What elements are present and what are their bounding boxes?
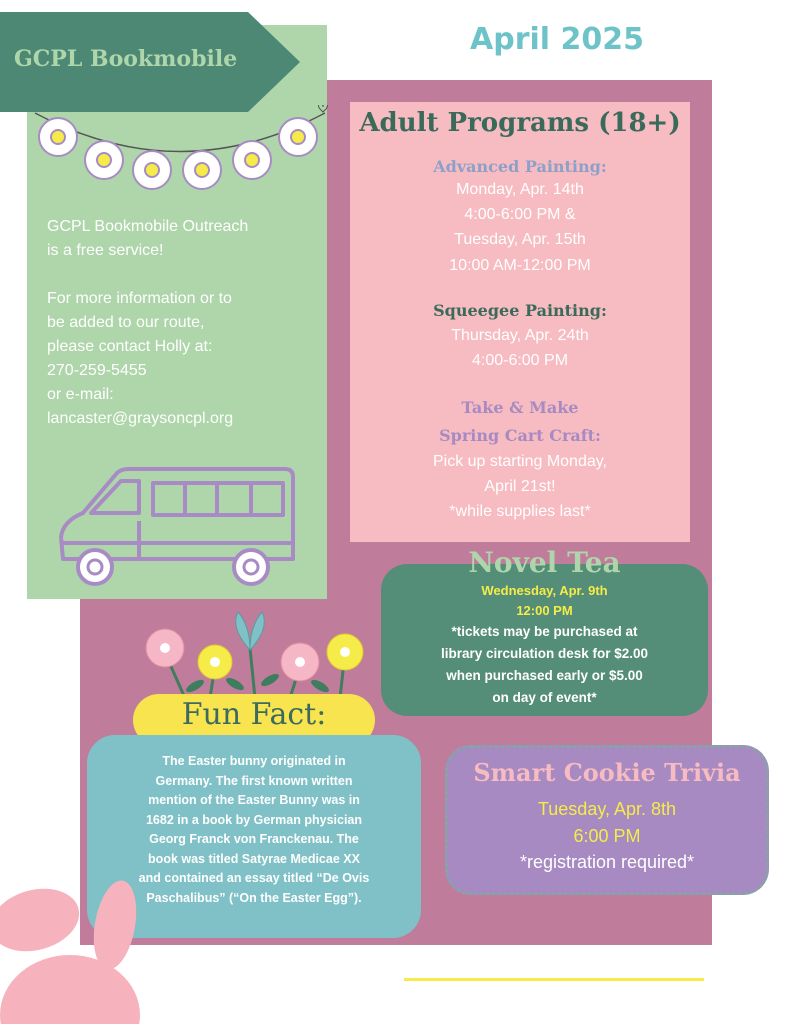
event-detail: library circulation desk for $2.00 [440,646,649,661]
program-detail: Pick up starting Monday, [432,453,607,470]
info-line [47,263,317,287]
fact-line: Georg Franck von Franckenau. The [149,832,359,846]
program-detail: 10:00 AM-12:00 PM [449,257,591,274]
info-line: please contact Holly at: [47,338,213,355]
program-title: Squeegee Painting: [433,301,607,320]
page-title: April 2025 [470,22,644,57]
fact-line: Paschalibus” (“On the Easter Egg”). [146,890,362,905]
fun-fact-title: Fun Fact: [181,697,327,732]
info-line: be added to our route, [47,314,205,331]
program-title: Take & Make [461,398,579,417]
adult-programs-title: Adult Programs (18+) [359,108,681,138]
bus-icon [55,463,300,591]
program-detail: *while supplies last* [449,503,591,520]
event-detail: when purchased early or $5.00 [446,668,643,683]
event-detail: *tickets may be purchased at [451,624,638,639]
bunny-icon [0,865,160,1024]
event-date: Tuesday, Apr. 8th [537,799,677,819]
novel-tea-title: Novel Tea [468,546,621,579]
flowers-icon [140,608,370,698]
event-time: 6:00 PM [573,826,641,846]
program-detail: 4:00-6:00 PM & [464,206,576,223]
fact-line: Germany. The first known written [155,773,353,788]
program-detail: Tuesday, Apr. 15th [454,231,586,248]
info-line: For more information or to [47,290,232,307]
divider [404,978,704,981]
phone-number: 270-259-5455 [47,362,147,379]
program-detail: Thursday, Apr. 24th [451,327,589,344]
event-date: Wednesday, Apr. 9th [481,583,608,598]
fact-line: The Easter bunny originated in [162,754,346,768]
program-detail: Monday, Apr. 14th [456,181,584,198]
banner-title: GCPL Bookmobile [14,46,238,72]
event-time: 12:00 PM [516,603,573,618]
info-line: or e-mail: [47,386,114,403]
program-title: Spring Cart Craft: [439,426,601,445]
info-line: is a free service! [47,242,164,259]
fact-line: book was titled Satyrae Medicae XX [148,851,360,866]
registration-note: *registration required* [519,852,695,872]
program-detail: 4:00-6:00 PM [471,352,569,369]
fact-line: and contained an essay titled “De Ovis [138,871,370,885]
fact-line: 1682 in a book by German physician [145,812,363,827]
flower-garland-icon [30,105,330,195]
email-link[interactable]: lancaster@graysoncpl.org [47,410,234,427]
contact-info [47,215,317,431]
event-detail: on day of event* [492,690,597,705]
fact-line: mention of the Easter Bunny was in [148,793,360,807]
program-detail: April 21st! [484,478,556,495]
trivia-title: Smart Cookie Trivia [473,758,741,787]
info-line: GCPL Bookmobile Outreach [47,218,249,235]
program-title: Advanced Painting: [433,157,607,176]
